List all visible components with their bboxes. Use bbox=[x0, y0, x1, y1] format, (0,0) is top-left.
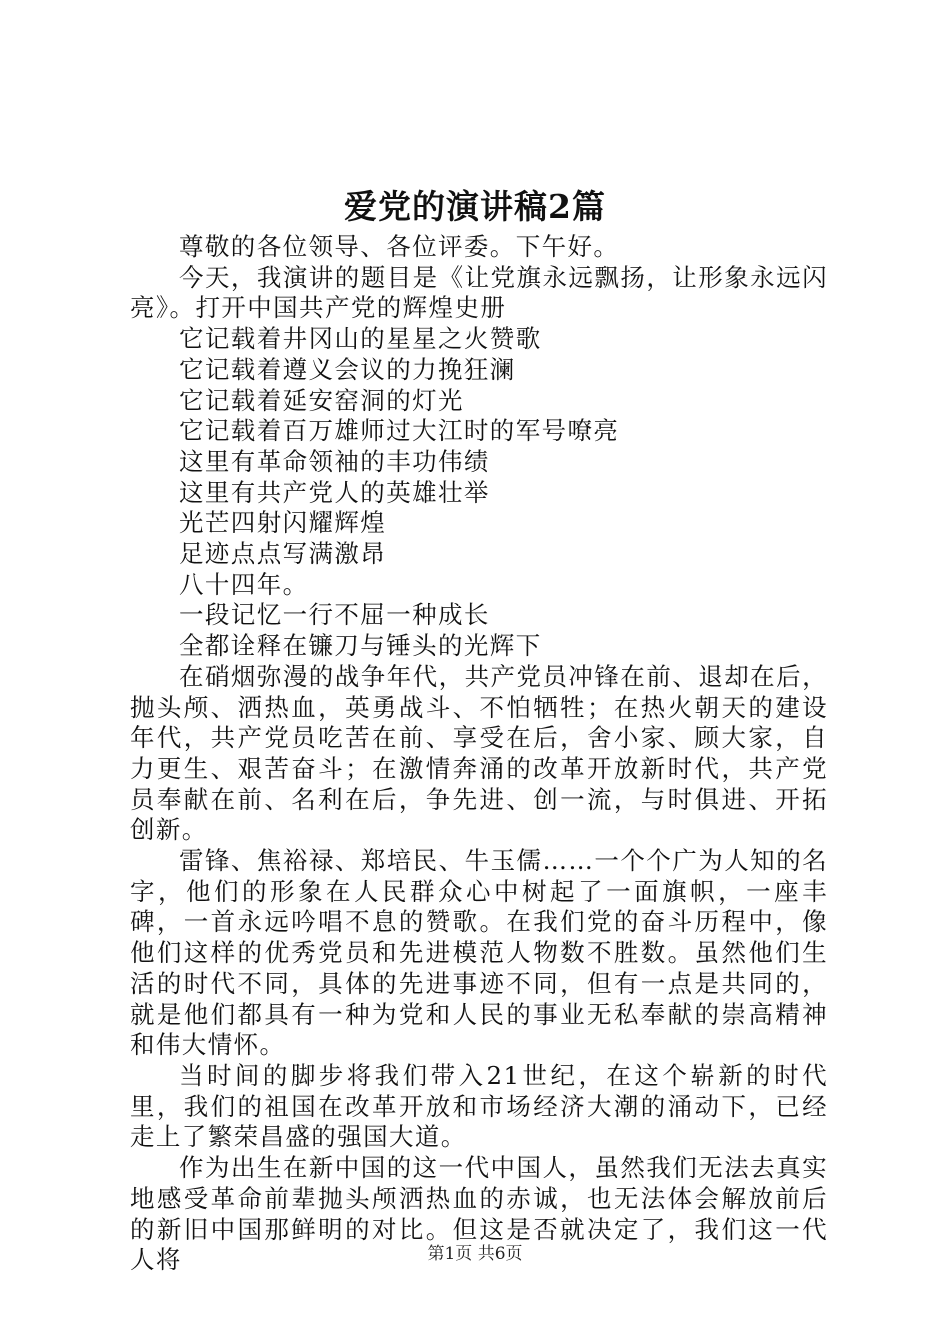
document-body bbox=[130, 232, 828, 1276]
paragraph: 它记载着井冈山的星星之火赞歌 bbox=[179, 324, 542, 354]
paragraph: 光芒四射闪耀辉煌 bbox=[179, 508, 387, 538]
paragraph: 足迹点点写满激昂 bbox=[179, 539, 387, 569]
paragraph: 尊敬的各位领导、各位评委。下午好。 bbox=[179, 232, 620, 261]
paragraph: 雷锋、焦裕禄、郑培民、牛玉儒……一个个广为人知的名字，他们的形象在人民群众心中树起了一面旗帜，一座丰碑，一首永远吟唱不息的赞歌。在我们党的奋斗历程中，像他们这样的优秀党员和先进模范人物数不胜数。虽然他们生活的时代不同，具体的先进事迹不同，但有一点是共同的，就是他们都具有一种为党和人民的事业无私奉献的崇高精神和伟大情怀。 bbox=[130, 846, 828, 1060]
paragraph: 这里有共产党人的英雄壮举 bbox=[179, 477, 490, 507]
paragraph: 八十四年。 bbox=[179, 569, 309, 599]
page-footer: 第1页 共6页 bbox=[427, 1244, 523, 1264]
paragraph: 全都诠释在镰刀与锤头的光辉下 bbox=[179, 631, 542, 661]
paragraph: 一段记忆一行不屈一种成长 bbox=[179, 600, 490, 630]
paragraph: 它记载着延安窑洞的灯光 bbox=[179, 385, 464, 415]
paragraph: 它记载着遵义会议的力挽狂澜 bbox=[179, 354, 516, 384]
paragraph: 在硝烟弥漫的战争年代，共产党员冲锋在前、退却在后，抛头颅、洒热血，英勇战斗、不怕牺牲；在热火朝天的建设年代，共产党员吃苦在前、享受在后，舍小家、顾大家，自力更生、艰苦奋斗；在激情奔涌的改革开放新时代，共产党员奉献在前、名利在后，争先进、创一流，与时俱进、开拓创新。 bbox=[130, 661, 828, 845]
document-title: 爱党的演讲稿2篇 bbox=[344, 187, 606, 226]
paragraph: 它记载着百万雄师过大江时的军号嘹亮 bbox=[179, 416, 620, 446]
paragraph: 今天，我演讲的题目是《让党旗永远飘扬，让形象永远闪亮》。打开中国共产党的辉煌史册 bbox=[130, 262, 828, 323]
paragraph: 当时间的脚步将我们带入21世纪，在这个崭新的时代里，我们的祖国在改革开放和市场经济大潮的涌动下，已经走上了繁荣昌盛的强国大道。 bbox=[130, 1060, 828, 1152]
paragraph: 作为出生在新中国的这一代中国人，虽然我们无法去真实地感受革命前辈抛头颅洒热血的赤诚，也无法体会解放前后的新旧中国那鲜明的对比。但这是否就决定了，我们这一代人将 bbox=[130, 1153, 828, 1275]
paragraph: 这里有革命领袖的丰功伟绩 bbox=[179, 446, 490, 476]
